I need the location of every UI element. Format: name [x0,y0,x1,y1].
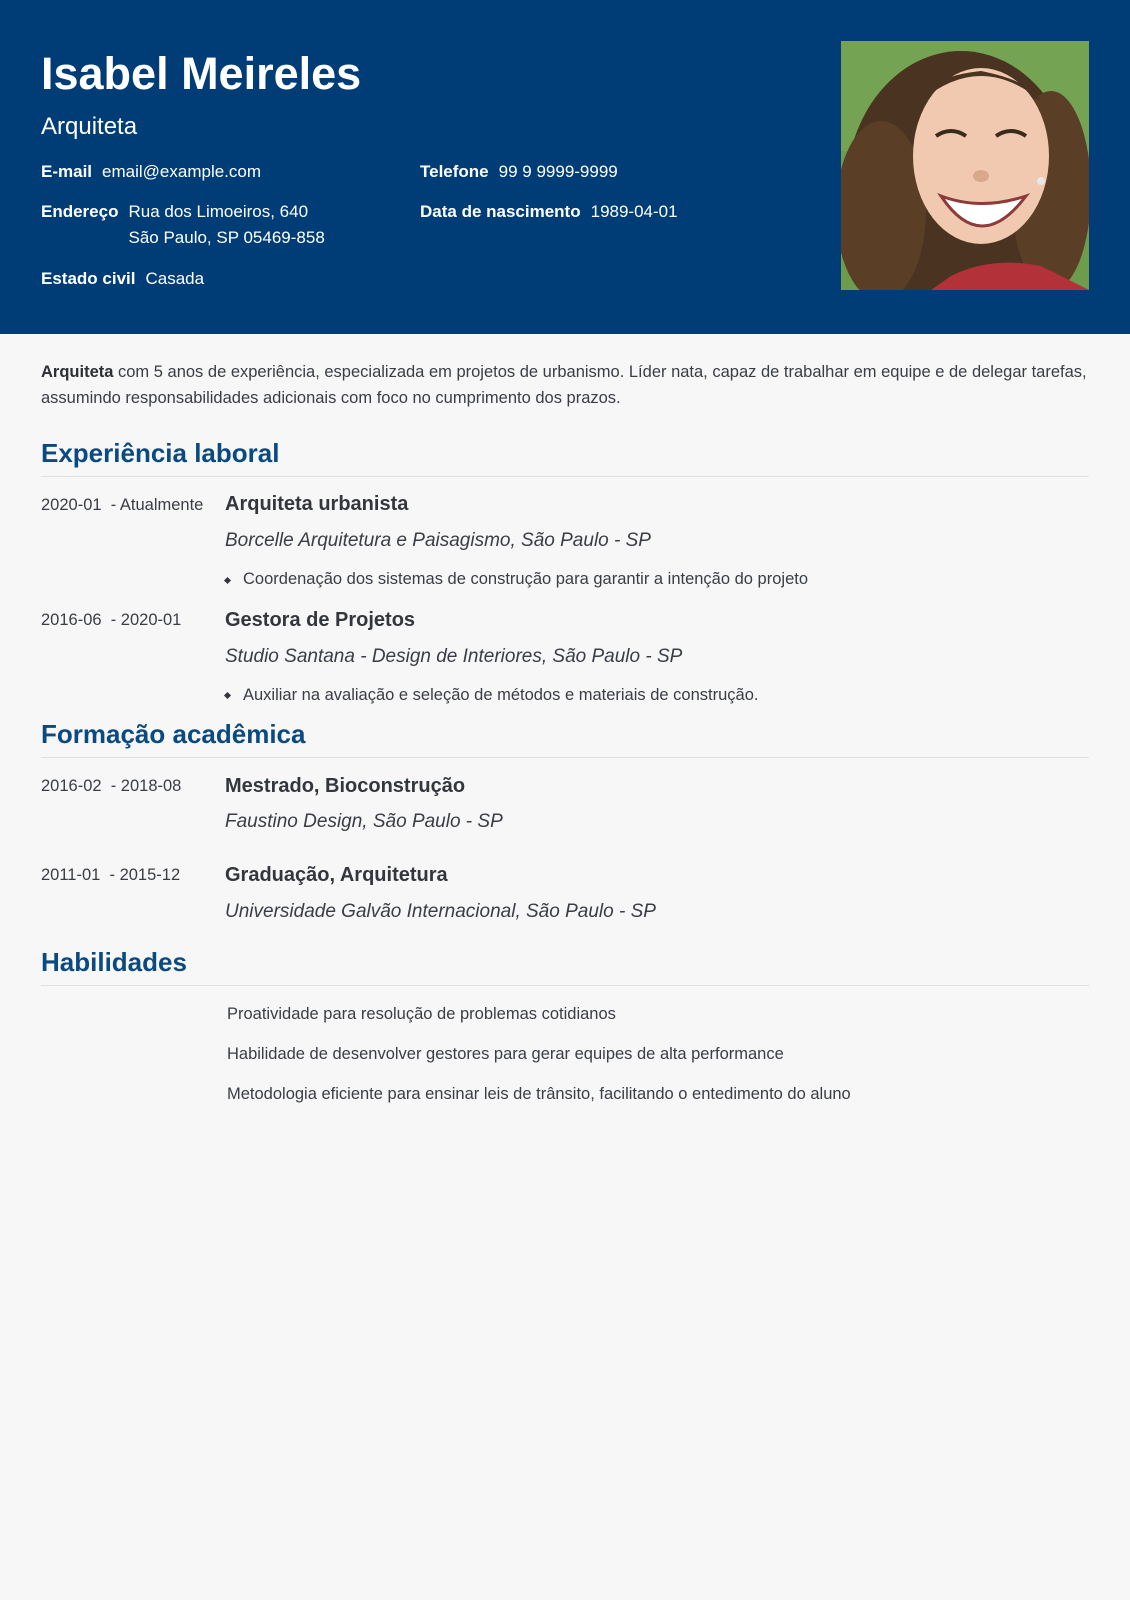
experience-role: Arquiteta urbanista [225,493,409,515]
job-title: Arquiteta [41,113,138,140]
experience-bullet: Coordenação dos sistemas de construção para garantir a intenção do projeto [243,570,809,588]
experience-divider [41,476,1089,477]
skills-divider [41,985,1089,986]
portrait-photo [841,41,1089,290]
professional-summary [41,359,1091,411]
bullet-icon [224,692,231,699]
experience-bullet: Auxiliar na avaliação e seleção de métodos e materiais de construção. [243,686,759,704]
summary-text: com 5 anos de experiência, especializada em projetos de urbanismo. Líder nata, capaz de trabalhar em equipe e de delegar tarefas, assumindo responsabilidades adicionais com foco no cumprimento dos prazos. [41,363,1087,407]
experience-role: Gestora de Projetos [225,609,416,631]
resume-header [0,0,1130,334]
experience-company: Studio Santana - Design de Interiores, São Paulo - SP [225,646,683,667]
birthdate-value: 1989-04-01 [590,202,678,221]
civil-status-label: Estado civil [41,269,136,288]
education-degree: Graduação, Arquitetura [225,864,448,886]
bullet-icon [224,577,231,584]
contact-phone [420,159,618,185]
education-divider [41,757,1089,758]
address-label: Endereço [41,202,119,221]
education-date: 2016-02 - 2018-08 [41,777,182,795]
contact-address [41,199,325,251]
person-name: Isabel Meireles [41,48,362,99]
experience-date: 2020-01 - Atualmente [41,496,204,514]
birthdate-label: Data de nascimento [420,202,581,221]
contact-civil-status [41,266,204,292]
contact-email [41,159,261,185]
experience-date: 2016-06 - 2020-01 [41,611,182,629]
education-date: 2011-01 - 2015-12 [41,866,181,884]
skill-item: Metodologia eficiente para ensinar leis de trânsito, facilitando o entedimento do aluno [227,1085,851,1103]
experience-heading: Experiência laboral [41,438,280,468]
education-institution: Universidade Galvão Internacional, São Paulo - SP [225,901,656,922]
experience-company: Borcelle Arquitetura e Paisagismo, São Paulo - SP [225,530,651,551]
skill-item: Habilidade de desenvolver gestores para gerar equipes de alta performance [227,1045,784,1063]
education-institution: Faustino Design, São Paulo - SP [225,811,503,832]
education-degree: Mestrado, Bioconstrução [225,775,466,797]
civil-status-value: Casada [145,269,205,288]
phone-value: 99 9 9999-9999 [498,162,618,181]
address-line1: Rua dos Limoeiros, 640 [128,202,309,221]
contact-birthdate [420,199,678,225]
skill-item: Proatividade para resolução de problemas cotidianos [227,1005,616,1023]
summary-lead: Arquiteta [41,363,114,381]
email-label: E-mail [41,162,93,181]
address-line2: São Paulo, SP 05469-858 [128,228,325,247]
education-heading: Formação acadêmica [41,719,306,749]
portrait-illustration [841,41,1089,290]
email-value[interactable]: email@example.com [102,162,262,181]
skills-heading: Habilidades [41,947,187,977]
phone-label: Telefone [420,162,489,181]
